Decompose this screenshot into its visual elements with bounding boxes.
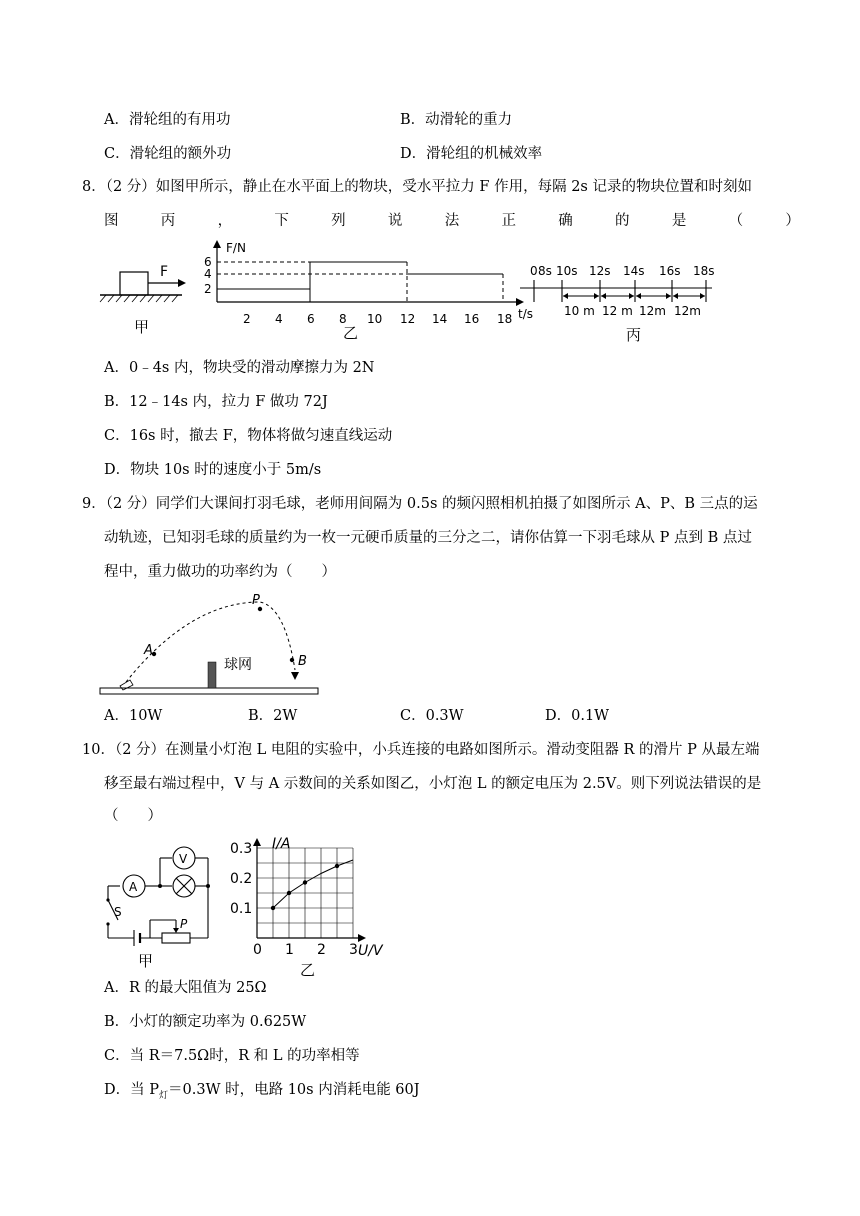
time-label: 12s — [589, 264, 611, 278]
time-label: 10s — [556, 264, 578, 278]
q10-chart-yi — [230, 838, 390, 978]
q8-char: 法 — [444, 213, 460, 229]
q8-char: 丙 — [160, 213, 176, 229]
label-p: P — [252, 593, 260, 608]
q9-option-d: D．0.1W — [545, 708, 610, 724]
switch-label: S — [114, 905, 122, 919]
x-tick: 10 — [367, 312, 383, 326]
figure-caption: 甲 — [138, 952, 154, 970]
subscript-lamp: 灯 — [159, 1090, 169, 1101]
time-label: 18s — [693, 264, 715, 278]
force-arrow-icon — [178, 279, 186, 287]
x-tick: 2 — [317, 942, 326, 958]
x-axis-label: U/V — [358, 943, 383, 959]
q8-option-b: B．12﹣14s 内，拉力 F 做功 72J — [104, 394, 328, 410]
q10-option-c: C．当 R＝7.5Ω时，R 和 L 的功率相等 — [104, 1048, 360, 1064]
x-tick: 0 — [253, 942, 262, 958]
y-tick: 0.1 — [230, 901, 253, 917]
net-label: 球网 — [224, 657, 252, 673]
option-d-text: D．当 P — [104, 1082, 159, 1098]
net-post — [208, 662, 216, 688]
x-tick: 18 — [497, 312, 513, 326]
q8-option-c: C．16s 时，撤去 F，物体将做匀速直线运动 — [104, 428, 393, 444]
time-label: 8s — [538, 264, 552, 278]
distance-label: 10 m — [564, 304, 595, 318]
y-tick: 4 — [204, 267, 212, 281]
figure-caption: 乙 — [300, 961, 316, 979]
x-tick: 3 — [349, 942, 358, 958]
voltmeter-label: V — [179, 852, 188, 866]
data-point — [335, 864, 339, 868]
q9-stem-line1: 9．（2 分）同学们大课间打羽毛球，老师用间隔为 0.5s 的频闪照相机拍摄了如图所示 A、P、B 三点的运 — [82, 496, 758, 512]
q8-char: （ — [728, 213, 744, 229]
q8-char: 的 — [615, 213, 630, 229]
time-label: 0 — [530, 264, 538, 278]
x-axis-label: t/s — [518, 307, 533, 321]
time-label: 16s — [659, 264, 681, 278]
x-tick: 8 — [339, 312, 347, 326]
q10-stem-line3: （ ） — [104, 808, 162, 824]
q8-char: ） — [785, 213, 800, 229]
iu-curve — [273, 860, 353, 908]
q9-option-a: A．10W — [104, 708, 163, 724]
x-tick: 16 — [464, 312, 480, 326]
q8-char: ， — [217, 213, 233, 229]
figure-caption: 甲 — [134, 318, 150, 336]
force-label: F — [160, 264, 169, 280]
y-tick: 2 — [204, 282, 212, 296]
q8-char: 下 — [274, 213, 289, 229]
q7-option-c: C．滑轮组的额外功 — [104, 146, 232, 162]
x-tick: 14 — [432, 312, 448, 326]
block — [120, 272, 148, 295]
y-axis-label: I/A — [272, 836, 291, 852]
x-tick: 6 — [307, 312, 315, 326]
data-point — [303, 880, 307, 884]
q10-stem-line1: 10．（2 分）在测量小灯泡 L 电阻的实验中，小兵连接的电路如图所示。滑动变阻器 R 的滑片 P 从最左端 — [82, 742, 760, 758]
q9-stem-line2: 动轨迹，已知羽毛球的质量约为一枚一元硬币质量的三分之二，请你估算一下羽毛球从 P 点到 B 点过 — [104, 530, 752, 546]
q8-char: 正 — [501, 213, 516, 229]
q10-option-d — [104, 1080, 420, 1106]
distance-label: 12m — [674, 304, 701, 318]
q7-option-b: B．动滑轮的重力 — [400, 112, 513, 128]
time-label: 14s — [623, 264, 645, 278]
y-axis-label: F/N — [226, 241, 246, 255]
q8-char: 确 — [558, 213, 573, 229]
distance-label: 12 m — [602, 304, 633, 318]
q8-option-d: D．物块 10s 时的速度小于 5m/s — [104, 462, 322, 478]
q10-option-b: B．小灯的额定功率为 0.625W — [104, 1014, 307, 1030]
q10-stem-line2: 移至最右端过程中，V 与 A 示数间的关系如图乙，小灯泡 L 的额定电压为 2.5V。则下列说法错误的是 — [104, 776, 762, 792]
rheostat-icon — [162, 933, 190, 943]
y-tick: 0.2 — [230, 871, 253, 887]
option-d-text: ＝0.3W 时，电路 10s 内消耗电能 60J — [168, 1082, 420, 1098]
q9-option-c: C．0.3W — [400, 708, 464, 724]
q10-circuit-jia — [100, 838, 230, 978]
data-point — [271, 906, 275, 910]
q9-figure-trajectory — [100, 592, 330, 702]
q8-figure-bing — [520, 262, 720, 362]
point-b — [290, 658, 294, 662]
q8-char: 是 — [671, 213, 687, 229]
x-tick: 12 — [400, 312, 416, 326]
q7-option-d: D．滑轮组的机械效率 — [400, 146, 543, 162]
q9-option-b: B．2W — [248, 708, 298, 724]
q8-option-a: A．0﹣4s 内，物块受的滑动摩擦力为 2N — [104, 360, 375, 376]
q8-stem-line1: 8．（2 分）如图甲所示，静止在水平面上的物块，受水平拉力 F 作用，每隔 2s 记录的物块位置和时刻如 — [82, 179, 752, 195]
q8-char: 说 — [387, 213, 403, 229]
x-tick: 2 — [243, 312, 251, 326]
data-point — [287, 891, 291, 895]
figure-caption: 乙 — [343, 324, 359, 342]
label-a: A — [144, 643, 153, 658]
q8-char: 图 — [104, 213, 119, 229]
q8-figure-jia — [100, 262, 190, 352]
x-tick: 4 — [275, 312, 283, 326]
q9-stem-line3: 程中，重力做功的功率约为（ ） — [104, 564, 336, 580]
q7-option-a: A．滑轮组的有用功 — [104, 112, 231, 128]
q8-stem-line2 — [104, 211, 800, 231]
label-b: B — [298, 654, 307, 669]
court-ground — [100, 688, 318, 694]
figure-caption: 丙 — [626, 326, 642, 344]
distance-label: 12m — [639, 304, 666, 318]
q8-figure-yi — [200, 240, 533, 342]
q8-char: 列 — [331, 213, 346, 229]
ammeter-label: A — [129, 880, 138, 894]
q10-option-a: A．R 的最大阻值为 25Ω — [104, 980, 267, 996]
x-tick: 1 — [285, 942, 294, 958]
slider-label: P — [180, 917, 188, 931]
y-tick: 0.3 — [230, 841, 253, 857]
y-tick: 6 — [204, 255, 212, 269]
